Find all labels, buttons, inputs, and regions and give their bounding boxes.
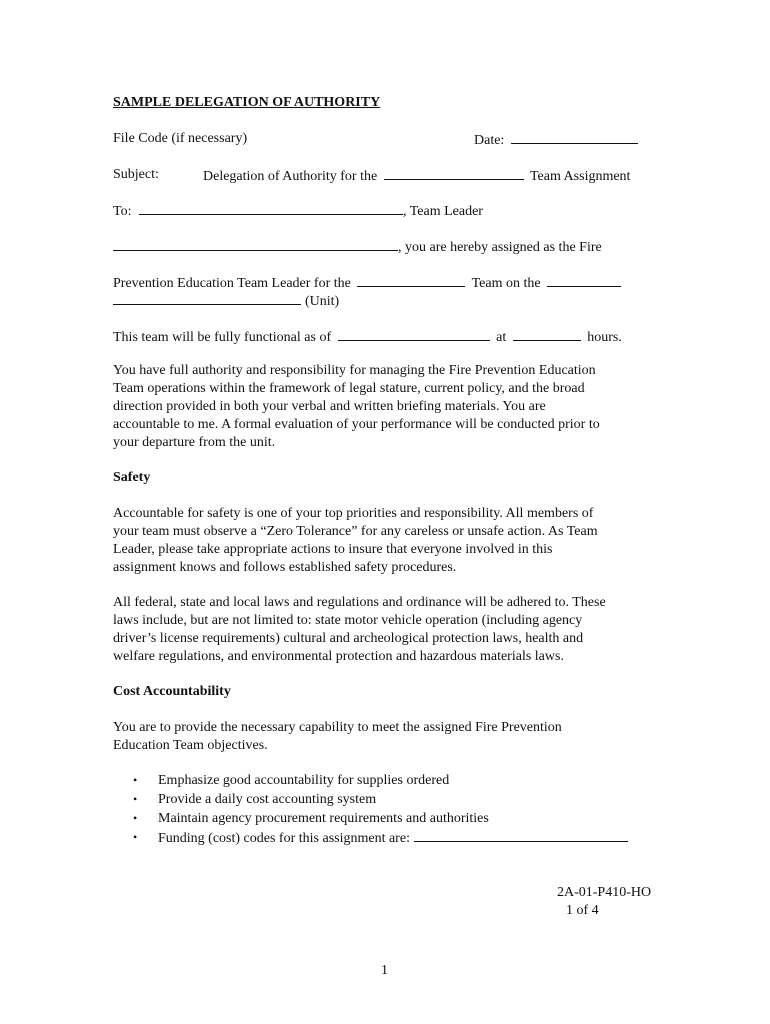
- prevention-text: Prevention Education Team Leader for the: [113, 276, 351, 291]
- authority-line: Team operations within the framework of legal stature, current policy, and the broad: [113, 381, 585, 396]
- subject-suffix: Team Assignment: [529, 169, 631, 184]
- page-of-count: 1 of 4: [566, 903, 599, 918]
- subject-text: Delegation of Authority for the: [203, 169, 378, 184]
- prevention-line: [113, 273, 621, 293]
- bullet-icon: •: [133, 773, 138, 787]
- team-on-the-text: Team on the: [471, 276, 541, 291]
- subject-line: [203, 166, 630, 186]
- cost-paragraph: [113, 719, 658, 755]
- functional-time-blank: [513, 327, 581, 341]
- subject-label: Subject:: [113, 167, 159, 182]
- unit-label: (Unit): [305, 294, 340, 309]
- date-field: [474, 130, 638, 150]
- team-name-blank: [357, 273, 465, 287]
- date-label: Date:: [474, 133, 505, 148]
- authority-line: You have full authority and responsibility for managing the Fire Prevention Education: [113, 363, 596, 378]
- functional-line: [113, 327, 622, 347]
- laws-line: All federal, state and local laws and regulations and ordinance will be adhered to. These: [113, 595, 606, 610]
- laws-line: laws include, but are not limited to: state motor vehicle operation (including agency: [113, 613, 583, 628]
- cost-heading: Cost Accountability: [113, 684, 231, 699]
- safety-paragraph-1: [113, 505, 658, 577]
- unit-line: [113, 291, 339, 311]
- to-suffix: , Team Leader: [402, 204, 483, 219]
- form-code: 2A-01-P410-HO: [557, 885, 652, 900]
- safety-line: assignment knows and follows established safety procedures.: [113, 560, 457, 575]
- functional-hours: hours.: [587, 330, 622, 345]
- document-title: SAMPLE DELEGATION OF AUTHORITY: [113, 95, 381, 110]
- safety-line: your team must observe a “Zero Tolerance” for any careless or unsafe action. As Team: [113, 524, 598, 539]
- authority-line: accountable to me. A formal evaluation of your performance will be conducted prior to: [113, 417, 600, 432]
- functional-at: at: [496, 330, 507, 345]
- cost-line: Education Team objectives.: [113, 738, 268, 753]
- to-label: To:: [113, 204, 132, 219]
- authority-paragraph: [113, 362, 658, 452]
- bullet-icon: •: [133, 811, 138, 825]
- funding-codes-blank: [414, 828, 628, 842]
- list-item: • Provide a daily cost accounting system: [133, 792, 377, 807]
- page-number: 1: [381, 963, 388, 978]
- list-item: • Funding (cost) codes for this assignment are:: [113, 828, 658, 847]
- list-item: • Emphasize good accountability for supplies ordered: [133, 773, 450, 788]
- safety-paragraph-2: [113, 594, 658, 666]
- functional-prefix: This team will be fully functional as of: [113, 330, 332, 345]
- laws-line: welfare regulations, and environmental protection and hazardous materials laws.: [113, 649, 564, 664]
- bullet-icon: •: [133, 830, 138, 844]
- authority-line: your departure from the unit.: [113, 435, 276, 450]
- team-type-blank: [384, 166, 524, 180]
- assignee-name-blank: [113, 237, 398, 251]
- safety-line: Leader, please take appropriate actions to insure that everyone involved in this: [113, 542, 553, 557]
- assigned-suffix: , you are hereby assigned as the Fire: [398, 240, 602, 255]
- safety-heading: Safety: [113, 470, 151, 485]
- date-blank: [511, 130, 638, 144]
- safety-line: Accountable for safety is one of your top priorities and responsibility. All members of: [113, 506, 594, 521]
- bullet-icon: •: [133, 792, 138, 806]
- to-line: [113, 201, 483, 221]
- functional-date-blank: [338, 327, 490, 341]
- cost-bullet-list: [113, 771, 658, 847]
- unit-blank: [113, 291, 301, 305]
- cost-line: You are to provide the necessary capability to meet the assigned Fire Prevention: [113, 720, 562, 735]
- file-code-label: File Code (if necessary): [113, 131, 248, 146]
- authority-line: direction provided in both your verbal and written briefing materials. You are: [113, 399, 546, 414]
- list-item: • Maintain agency procurement requirements and authorities: [133, 811, 489, 826]
- assigned-line: [113, 237, 602, 257]
- to-name-blank: [139, 201, 403, 215]
- laws-line: driver’s license requirements) cultural and archeological protection laws, health and: [113, 631, 584, 646]
- team-on-blank: [547, 273, 621, 287]
